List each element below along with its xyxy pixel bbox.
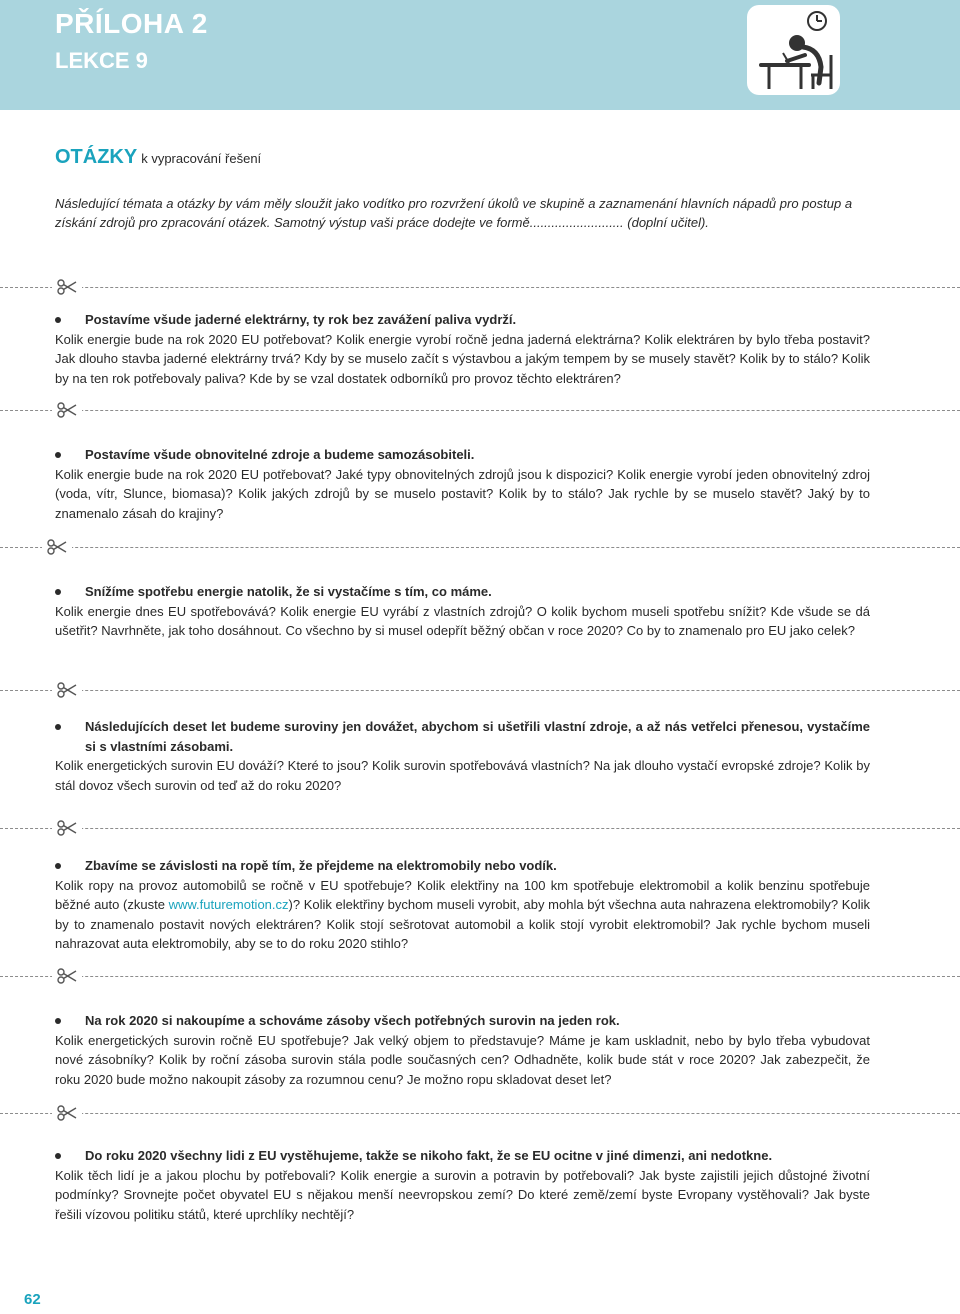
topic-title: Do roku 2020 všechny lidi z EU vystěhujeme, takže se nikoho fakt, že se EU ocitne v jiné dimenzi, ani nedotkne. [85, 1148, 773, 1163]
scissors-icon [52, 1103, 82, 1123]
topic-title: Snížíme spotřebu energie natolik, že si vystačíme s tím, co máme. [85, 584, 492, 599]
section-heading [55, 146, 261, 169]
topic-3 [55, 582, 870, 641]
topic-body: Kolik energetických surovin EU dováží? Které to jsou? Kolik surovin spotřebovává vlastních? Na jak dlouho vystačí evropské zdroje? Kolik by stál dovoz všech surovin od teď až do roku 2020? [55, 758, 870, 793]
bullet-icon [55, 452, 61, 458]
cut-line [0, 680, 960, 700]
scissors-icon [52, 966, 82, 986]
bullet-icon [55, 589, 61, 595]
appendix-title: PŘÍLOHA 2 [55, 8, 208, 39]
bullet-icon [55, 1018, 61, 1024]
topic-body: Kolik těch lidí je a jakou plochu by potřebovali? Kolik energie a surovin a potravin by potřebovali? Jak byste zajistili jejich důstojné životní podmínky? Srovnejte počet obyvatel EU s nějakou menší neevropskou zemí? Do které země/zemí byste Evropany vystěhovali? Jak byste řešili vízovou politiku států, které uprchlíky nechtějí? [55, 1167, 870, 1222]
cut-line [0, 277, 960, 297]
topic-title: Následujících deset let budeme suroviny jen dovážet, abychom si ušetřili vlastní zdroje, a až nás vetřelci přenesou, vystačíme si s vlastními zásobami. [85, 719, 870, 754]
page-number: 62 [24, 1291, 41, 1308]
topic-2 [55, 445, 870, 523]
scissors-icon [42, 537, 72, 557]
cut-line [0, 1103, 960, 1123]
scissors-icon [52, 818, 82, 838]
topic-body: Kolik energie bude na rok 2020 EU potřebovat? Kolik energie vyrobí ročně jedna jaderná elektrárna? Kolik elektráren by bylo třeba postavit? Jak dlouho stavba jaderné elektrárny trvá? Kdy by se muselo začít s výstavbou a jakým tempem by se musely stavět? Kolik by to stálo? Kolik by na ten rok potřebovaly paliva? Kde by se vzal dostatek odborníků pro provoz těchto elektráren? [55, 331, 870, 386]
student-at-desk-with-clock-icon [747, 5, 840, 95]
topic-body: Kolik energetických surovin ročně EU spotřebuje? Jak velký objem to představuje? Máme je kam uskladnit, nebo by bylo třeba vybudovat nové zásobníky? Kolik by roční zásoba surovin stála podle současných cen? Odhadněte, kolik bude stát v roce 2020? Jak zabezpečit, že roku 2020 bude možno nakoupit zásoby za rozumnou cenu? Je možno ropu skladovat deset let? [55, 1032, 870, 1087]
intro-paragraph: Následující témata a otázky by vám měly sloužit jako vodítko pro rozvržení úkolů ve skupině a zaznamenání hlavních nápadů pro postup a získání zdrojů pro zpracování otázek. Samotný výstup vaši práce dodejte ve formě.......................... (doplní učitel). [55, 196, 853, 230]
bullet-icon [55, 863, 61, 869]
lesson-title: LEKCE 9 [55, 48, 148, 73]
futuremotion-link[interactable]: www.futuremotion.cz [168, 897, 289, 912]
topic-title: Postavíme všude jaderné elektrárny, ty rok bez zavážení paliva vydrží. [85, 312, 517, 327]
topic-body: Kolik energie dnes EU spotřebovává? Kolik energie EU vyrábí z vlastních zdrojů? O kolik bychom museli spotřebu snížit? Kde všude se dá ušetřit? Navrhněte, jak toho dosáhnout. Co všechno by si musel odepřít běžný občan v roce 2020? Co by to znamenalo pro EU jako celek? [55, 603, 870, 638]
topic-4 [55, 717, 870, 795]
cut-line [0, 537, 960, 557]
bullet-icon [55, 1153, 61, 1159]
section-heading-word: OTÁZKY [55, 146, 138, 168]
bullet-icon [55, 317, 61, 323]
topic-5 [55, 856, 870, 954]
topic-body: Kolik energie bude na rok 2020 EU potřebovat? Jaké typy obnovitelných zdrojů jsou k dispozici? Kolik energie vyrobí jeden obnovitelný zdroj (voda, vítr, Slunce, biomasa)? Kolik jakých zdrojů by se muselo postavit? Kolik by to stálo? Jak rychle by se muselo stavět? Jaký by to znamenalo zásah do krajiny? [55, 466, 870, 521]
topic-title: Zbavíme se závislosti na ropě tím, že přejdeme na elektromobily nebo vodík. [85, 858, 557, 873]
scissors-icon [52, 400, 82, 420]
cut-line [0, 966, 960, 986]
scissors-icon [52, 277, 82, 297]
topic-6 [55, 1011, 870, 1089]
scissors-icon [52, 680, 82, 700]
topic-7 [55, 1146, 870, 1224]
topic-title: Na rok 2020 si nakoupíme a schováme zásoby všech potřebných surovin na jeden rok. [85, 1013, 620, 1028]
topic-title: Postavíme všude obnovitelné zdroje a budeme samozásobiteli. [85, 447, 475, 462]
cut-line [0, 818, 960, 838]
bullet-icon [55, 724, 61, 730]
header-band [0, 0, 960, 110]
section-heading-rest: k vypracování řešení [141, 151, 262, 166]
topic-1 [55, 310, 870, 388]
cut-line [0, 400, 960, 420]
topic-body: Kolik ropy na provoz automobilů se ročně v EU spotřebuje? Kolik elektřiny na 100 km spotřebuje elektromobil a kolik benzinu spotřebuje běžné auto (zkuste www.futuremotion.cz)? Kolik elektřiny bychom museli vyrobit, aby mohla být všechna auta nahrazena elektromobily? Kolik by to znamenalo postavit nových elektráren? Kolik stojí sešrotovat automobil a kolik stojí vyrobit elektromobil? Jak rychle bychom museli nahrazovat auta elektromobily, aby se to do roku 2020 stihlo? [55, 877, 870, 951]
